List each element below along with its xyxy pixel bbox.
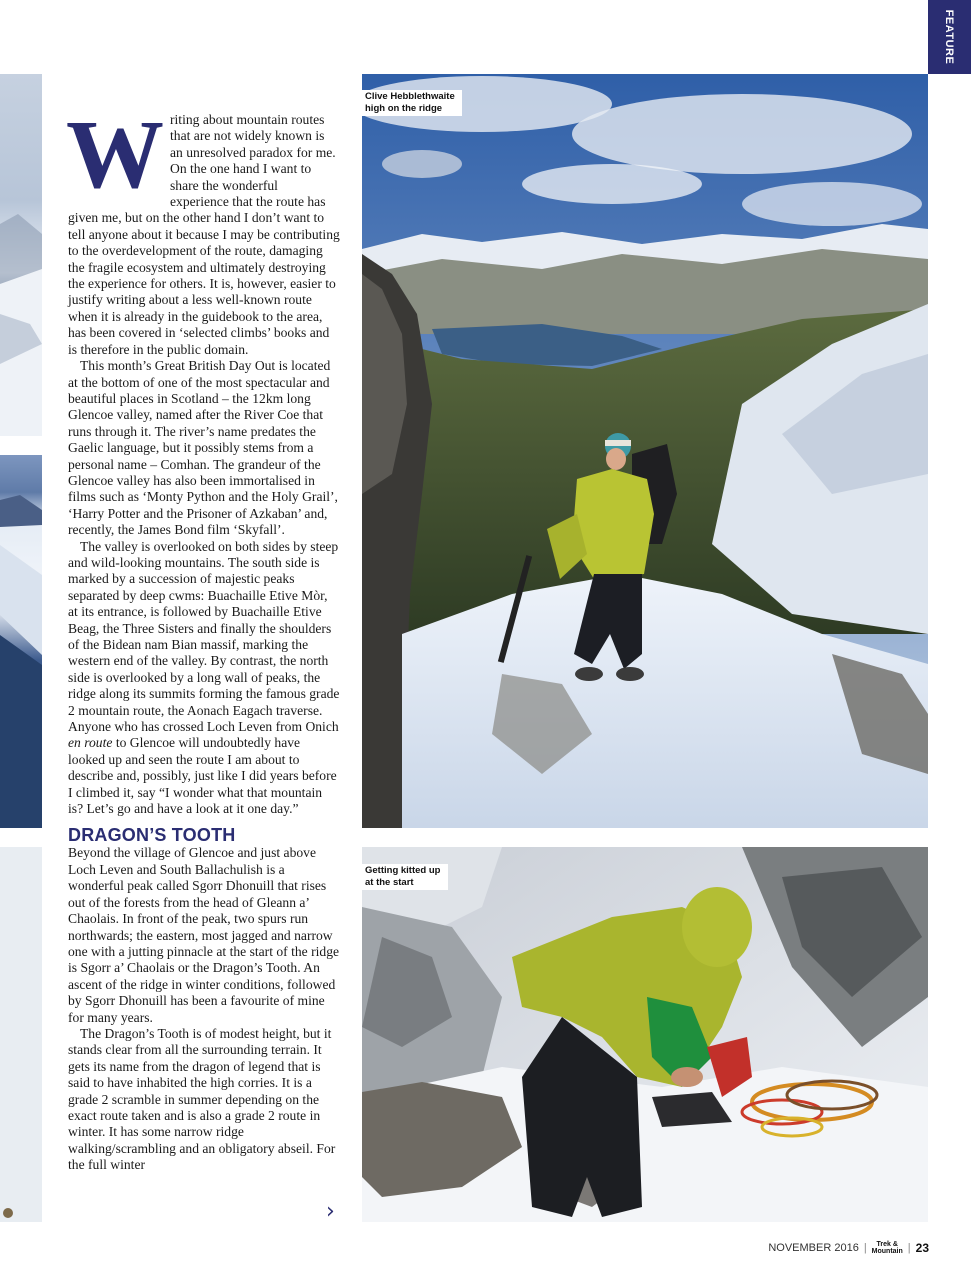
footer-separator: | xyxy=(863,1242,867,1254)
photo-getting-kitted-up xyxy=(362,847,928,1222)
drop-cap: W xyxy=(66,101,164,209)
article-paragraph: Beyond the village of Glencoe and just above Loch Leven and South Ballachulish is a wonderful peak called Sgorr Dhonuill that rises out of the forests from the head of Gleann a’ Chaolais. In front of the peak, two spurs run northwards; the eastern, most jagged and narrow one with a jutting pinnacle at the start of the ridge is Sgorr a’ Chaolais or the Dragon’s Tooth. An ascent of the ridge in winter conditions, followed by Sgorr Dhonuill has been a favourite of mine for many years. xyxy=(68,845,340,1025)
article-paragraph: The valley is overlooked on both sides by steep and wild-looking mountains. The south side is marked by a succession of majestic peaks separated by deep cwms: Buachaille Etive Mòr, at its entrance, is followed by Buachaille Etive Beag, the Three Sisters and finally the shoulders of the Bidean nam Bian massif, marking the western end of the valley. By contrast, the north side is overlooked by a long wall of peaks, the ridge along its summits forming the famous grade 2 mountain route, the Aonach Eagach traverse. Anyone who has crossed Loch Leven from Onich en route to Glencoe will undoubtedly have looked up and seen the route I am about to describe and, possibly, just like I did years before I climbed it, say “I wonder what that mountain is? Let’s go and have a look at it one day.” xyxy=(68,538,340,817)
left-strip-photo-top xyxy=(0,74,42,436)
left-strip-photo-bottom xyxy=(0,847,42,1222)
photo-climber-on-ridge xyxy=(362,74,928,828)
article-paragraph: The Dragon’s Tooth is of modest height, but it stands clear from all the surrounding terrain. It gets its name from the dragon of legend that is said to have inhabited the high corries. It is a grade 2 scramble in summer depending on the exact route taken and is also a grade 2 route in winter. It has some narrow ridge walking/scrambling and an obligatory abseil. For the full winter xyxy=(68,1025,336,1173)
magazine-logo: Trek & Mountain xyxy=(871,1241,903,1255)
section-tab xyxy=(928,0,971,74)
article-paragraph: This month’s Great British Day Out is located at the bottom of one of the most spectacular and beautiful places in Scotland – the 12km long Glencoe valley, named after the River Coe that runs through it. The river’s name predates the Gaelic language, but it possibly stems from a personal name – Comhan. The grandeur of the Glencoe valley has also been immortalised in films such as ‘Monty Python and the Holy Grail’, ‘Harry Potter and the Prisoner of Azkaban’ and, recently, the James Bond film ‘Skyfall’. xyxy=(68,358,338,538)
section-heading: DRAGON’S TOOTH xyxy=(68,825,236,846)
page-number: 23 xyxy=(915,1241,929,1255)
article-text xyxy=(66,101,340,1174)
page-footer xyxy=(768,1240,929,1256)
photo-caption: Clive Hebblethwaite high on the ridge xyxy=(362,90,462,116)
continue-arrow-icon: › xyxy=(326,1199,335,1224)
footer-separator: | xyxy=(907,1242,911,1254)
left-strip-photo-middle xyxy=(0,455,42,828)
photo-caption: Getting kitted up at the start xyxy=(362,864,448,890)
issue-date: NOVEMBER 2016 xyxy=(768,1242,859,1254)
article-paragraph: Writing about mountain routes that are not widely known is an unresolved paradox for me. On the one hand I want to share the wonderful experience that the route has given me, but on the other hand I don’t want to tell anyone about it because I may be contributing to the overdevelopment of the route, damaging the fragile ecosystem and ultimately destroying the experience for others. It is, however, easier to justify writing about a less well-known route when it is already in the guidebook to the area, has been covered in ‘selected climbs’ books and is therefore in the public domain. xyxy=(66,101,340,357)
section-tab-label: FEATURE xyxy=(943,9,955,65)
